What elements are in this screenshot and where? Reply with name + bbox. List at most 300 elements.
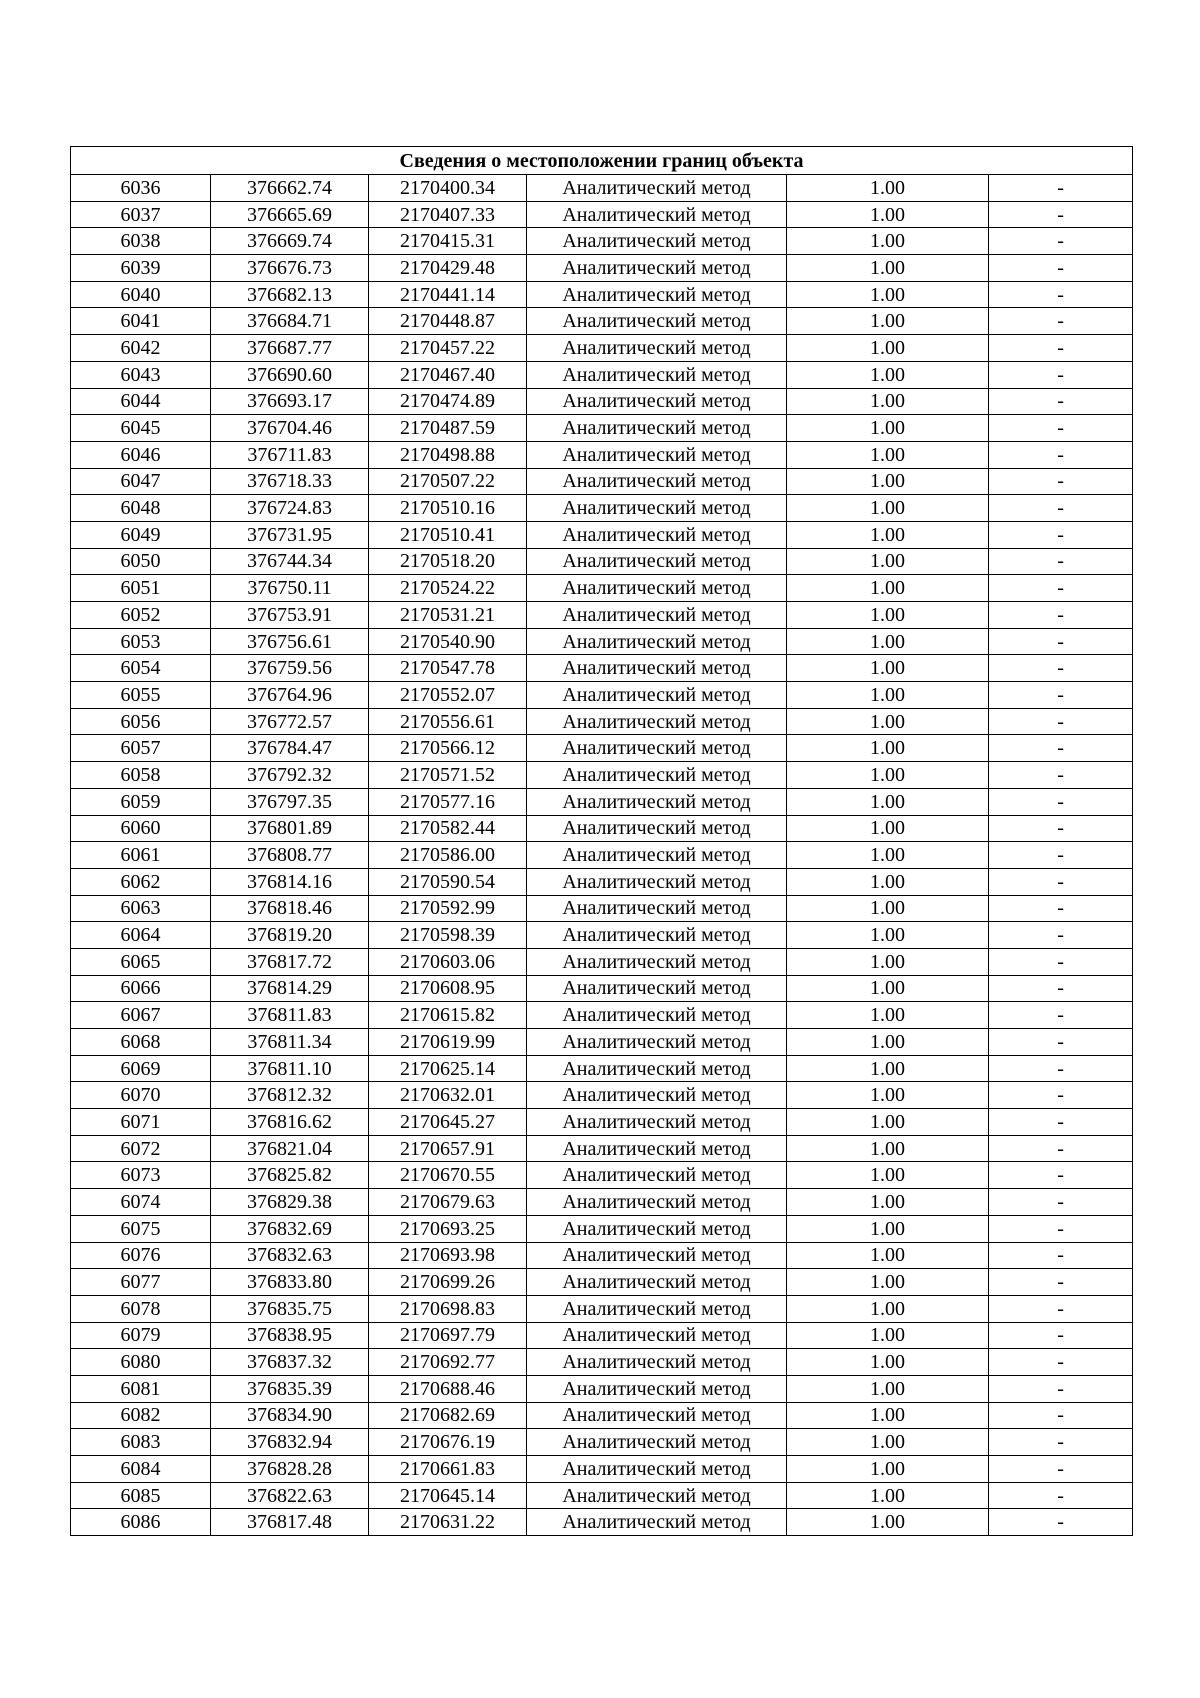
x-coordinate-cell: 376797.35 [211,788,369,815]
point-number-cell: 6072 [71,1135,211,1162]
accuracy-cell: 1.00 [787,1402,989,1429]
method-cell: Аналитический метод [527,575,787,602]
table-row [71,548,1133,575]
y-coordinate-cell: 2170415.31 [369,228,527,255]
y-coordinate-cell: 2170657.91 [369,1135,527,1162]
note-cell: - [989,548,1133,575]
x-coordinate-cell: 376825.82 [211,1162,369,1189]
method-cell: Аналитический метод [527,228,787,255]
method-cell: Аналитический метод [527,335,787,362]
point-number-cell: 6062 [71,868,211,895]
table-row [71,708,1133,735]
note-cell: - [989,1215,1133,1242]
method-cell: Аналитический метод [527,842,787,869]
table-row [71,1295,1133,1322]
point-number-cell: 6048 [71,495,211,522]
table-row [71,682,1133,709]
y-coordinate-cell: 2170590.54 [369,868,527,895]
point-number-cell: 6063 [71,895,211,922]
x-coordinate-cell: 376837.32 [211,1349,369,1376]
accuracy-cell: 1.00 [787,201,989,228]
note-cell: - [989,361,1133,388]
point-number-cell: 6086 [71,1509,211,1536]
point-number-cell: 6058 [71,762,211,789]
method-cell: Аналитический метод [527,815,787,842]
x-coordinate-cell: 376832.94 [211,1429,369,1456]
note-cell: - [989,575,1133,602]
note-cell: - [989,468,1133,495]
point-number-cell: 6079 [71,1322,211,1349]
x-coordinate-cell: 376690.60 [211,361,369,388]
y-coordinate-cell: 2170582.44 [369,815,527,842]
method-cell: Аналитический метод [527,308,787,335]
accuracy-cell: 1.00 [787,175,989,202]
x-coordinate-cell: 376724.83 [211,495,369,522]
boundary-coordinates-table [70,146,1133,1536]
table-row [71,815,1133,842]
note-cell: - [989,1082,1133,1109]
accuracy-cell: 1.00 [787,441,989,468]
method-cell: Аналитический метод [527,255,787,282]
y-coordinate-cell: 2170679.63 [369,1189,527,1216]
point-number-cell: 6069 [71,1055,211,1082]
accuracy-cell: 1.00 [787,1295,989,1322]
y-coordinate-cell: 2170556.61 [369,708,527,735]
point-number-cell: 6051 [71,575,211,602]
table-row [71,1055,1133,1082]
method-cell: Аналитический метод [527,175,787,202]
table-row [71,922,1133,949]
method-cell: Аналитический метод [527,1509,787,1536]
method-cell: Аналитический метод [527,708,787,735]
accuracy-cell: 1.00 [787,948,989,975]
table-row [71,1456,1133,1483]
x-coordinate-cell: 376801.89 [211,815,369,842]
point-number-cell: 6060 [71,815,211,842]
note-cell: - [989,1189,1133,1216]
y-coordinate-cell: 2170487.59 [369,415,527,442]
note-cell: - [989,868,1133,895]
accuracy-cell: 1.00 [787,655,989,682]
method-cell: Аналитический метод [527,895,787,922]
x-coordinate-cell: 376835.75 [211,1295,369,1322]
note-cell: - [989,628,1133,655]
accuracy-cell: 1.00 [787,1162,989,1189]
x-coordinate-cell: 376669.74 [211,228,369,255]
y-coordinate-cell: 2170498.88 [369,441,527,468]
y-coordinate-cell: 2170645.14 [369,1482,527,1509]
point-number-cell: 6041 [71,308,211,335]
accuracy-cell: 1.00 [787,1189,989,1216]
x-coordinate-cell: 376753.91 [211,602,369,629]
y-coordinate-cell: 2170688.46 [369,1375,527,1402]
table-row [71,842,1133,869]
accuracy-cell: 1.00 [787,308,989,335]
table-row [71,388,1133,415]
accuracy-cell: 1.00 [787,468,989,495]
method-cell: Аналитический метод [527,1162,787,1189]
method-cell: Аналитический метод [527,1215,787,1242]
y-coordinate-cell: 2170467.40 [369,361,527,388]
x-coordinate-cell: 376718.33 [211,468,369,495]
table-row [71,1509,1133,1536]
note-cell: - [989,1509,1133,1536]
note-cell: - [989,388,1133,415]
table-row [71,281,1133,308]
table-row [71,628,1133,655]
note-cell: - [989,975,1133,1002]
table-row [71,1429,1133,1456]
table-row [71,948,1133,975]
method-cell: Аналитический метод [527,441,787,468]
x-coordinate-cell: 376731.95 [211,521,369,548]
point-number-cell: 6045 [71,415,211,442]
accuracy-cell: 1.00 [787,548,989,575]
method-cell: Аналитический метод [527,735,787,762]
method-cell: Аналитический метод [527,1109,787,1136]
point-number-cell: 6049 [71,521,211,548]
accuracy-cell: 1.00 [787,1055,989,1082]
accuracy-cell: 1.00 [787,521,989,548]
method-cell: Аналитический метод [527,788,787,815]
y-coordinate-cell: 2170632.01 [369,1082,527,1109]
y-coordinate-cell: 2170682.69 [369,1402,527,1429]
x-coordinate-cell: 376662.74 [211,175,369,202]
point-number-cell: 6078 [71,1295,211,1322]
point-number-cell: 6050 [71,548,211,575]
table-row [71,175,1133,202]
table-row [71,1215,1133,1242]
accuracy-cell: 1.00 [787,868,989,895]
method-cell: Аналитический метод [527,602,787,629]
note-cell: - [989,1295,1133,1322]
accuracy-cell: 1.00 [787,1322,989,1349]
y-coordinate-cell: 2170692.77 [369,1349,527,1376]
point-number-cell: 6085 [71,1482,211,1509]
x-coordinate-cell: 376684.71 [211,308,369,335]
note-cell: - [989,1402,1133,1429]
point-number-cell: 6065 [71,948,211,975]
accuracy-cell: 1.00 [787,1482,989,1509]
method-cell: Аналитический метод [527,1322,787,1349]
x-coordinate-cell: 376811.10 [211,1055,369,1082]
point-number-cell: 6036 [71,175,211,202]
point-number-cell: 6066 [71,975,211,1002]
accuracy-cell: 1.00 [787,1456,989,1483]
table-row [71,1002,1133,1029]
point-number-cell: 6074 [71,1189,211,1216]
x-coordinate-cell: 376711.83 [211,441,369,468]
x-coordinate-cell: 376828.28 [211,1456,369,1483]
method-cell: Аналитический метод [527,361,787,388]
table-title: Сведения о местоположении границ объекта [71,147,1133,175]
note-cell: - [989,1055,1133,1082]
accuracy-cell: 1.00 [787,682,989,709]
accuracy-cell: 1.00 [787,1082,989,1109]
note-cell: - [989,281,1133,308]
table-row [71,1135,1133,1162]
table-row [71,1322,1133,1349]
x-coordinate-cell: 376811.83 [211,1002,369,1029]
method-cell: Аналитический метод [527,628,787,655]
point-number-cell: 6047 [71,468,211,495]
y-coordinate-cell: 2170586.00 [369,842,527,869]
point-number-cell: 6052 [71,602,211,629]
method-cell: Аналитический метод [527,1429,787,1456]
method-cell: Аналитический метод [527,1135,787,1162]
method-cell: Аналитический метод [527,655,787,682]
table-row [71,468,1133,495]
y-coordinate-cell: 2170625.14 [369,1055,527,1082]
x-coordinate-cell: 376756.61 [211,628,369,655]
method-cell: Аналитический метод [527,1349,787,1376]
accuracy-cell: 1.00 [787,228,989,255]
method-cell: Аналитический метод [527,1456,787,1483]
table-row [71,895,1133,922]
accuracy-cell: 1.00 [787,1242,989,1269]
table-row [71,1349,1133,1376]
method-cell: Аналитический метод [527,948,787,975]
y-coordinate-cell: 2170507.22 [369,468,527,495]
y-coordinate-cell: 2170474.89 [369,388,527,415]
note-cell: - [989,842,1133,869]
table-row [71,495,1133,522]
note-cell: - [989,1269,1133,1296]
point-number-cell: 6056 [71,708,211,735]
table-row [71,1375,1133,1402]
note-cell: - [989,922,1133,949]
method-cell: Аналитический метод [527,468,787,495]
method-cell: Аналитический метод [527,521,787,548]
table-row [71,361,1133,388]
table-row [71,788,1133,815]
point-number-cell: 6084 [71,1456,211,1483]
accuracy-cell: 1.00 [787,628,989,655]
point-number-cell: 6075 [71,1215,211,1242]
accuracy-cell: 1.00 [787,815,989,842]
y-coordinate-cell: 2170631.22 [369,1509,527,1536]
point-number-cell: 6039 [71,255,211,282]
point-number-cell: 6043 [71,361,211,388]
point-number-cell: 6076 [71,1242,211,1269]
x-coordinate-cell: 376834.90 [211,1402,369,1429]
method-cell: Аналитический метод [527,495,787,522]
y-coordinate-cell: 2170619.99 [369,1029,527,1056]
x-coordinate-cell: 376687.77 [211,335,369,362]
y-coordinate-cell: 2170577.16 [369,788,527,815]
y-coordinate-cell: 2170676.19 [369,1429,527,1456]
table-row [71,1189,1133,1216]
x-coordinate-cell: 376814.16 [211,868,369,895]
method-cell: Аналитический метод [527,682,787,709]
x-coordinate-cell: 376808.77 [211,842,369,869]
table-row [71,255,1133,282]
x-coordinate-cell: 376764.96 [211,682,369,709]
table-row [71,975,1133,1002]
point-number-cell: 6038 [71,228,211,255]
table-row [71,735,1133,762]
table-row [71,1242,1133,1269]
note-cell: - [989,441,1133,468]
point-number-cell: 6068 [71,1029,211,1056]
x-coordinate-cell: 376833.80 [211,1269,369,1296]
accuracy-cell: 1.00 [787,895,989,922]
table-row [71,762,1133,789]
y-coordinate-cell: 2170400.34 [369,175,527,202]
y-coordinate-cell: 2170407.33 [369,201,527,228]
y-coordinate-cell: 2170457.22 [369,335,527,362]
note-cell: - [989,228,1133,255]
method-cell: Аналитический метод [527,1082,787,1109]
note-cell: - [989,1456,1133,1483]
accuracy-cell: 1.00 [787,842,989,869]
x-coordinate-cell: 376817.72 [211,948,369,975]
method-cell: Аналитический метод [527,1482,787,1509]
x-coordinate-cell: 376792.32 [211,762,369,789]
y-coordinate-cell: 2170524.22 [369,575,527,602]
accuracy-cell: 1.00 [787,762,989,789]
table-title-row [71,147,1133,175]
table-row [71,441,1133,468]
y-coordinate-cell: 2170510.16 [369,495,527,522]
method-cell: Аналитический метод [527,762,787,789]
note-cell: - [989,1002,1133,1029]
table-row [71,415,1133,442]
accuracy-cell: 1.00 [787,1029,989,1056]
note-cell: - [989,1429,1133,1456]
note-cell: - [989,1109,1133,1136]
note-cell: - [989,1375,1133,1402]
method-cell: Аналитический метод [527,548,787,575]
point-number-cell: 6044 [71,388,211,415]
table-row [71,521,1133,548]
x-coordinate-cell: 376812.32 [211,1082,369,1109]
y-coordinate-cell: 2170693.25 [369,1215,527,1242]
accuracy-cell: 1.00 [787,1135,989,1162]
note-cell: - [989,335,1133,362]
note-cell: - [989,1322,1133,1349]
accuracy-cell: 1.00 [787,281,989,308]
method-cell: Аналитический метод [527,1242,787,1269]
table-row [71,228,1133,255]
point-number-cell: 6071 [71,1109,211,1136]
note-cell: - [989,308,1133,335]
accuracy-cell: 1.00 [787,335,989,362]
note-cell: - [989,415,1133,442]
y-coordinate-cell: 2170661.83 [369,1456,527,1483]
method-cell: Аналитический метод [527,1295,787,1322]
x-coordinate-cell: 376814.29 [211,975,369,1002]
x-coordinate-cell: 376818.46 [211,895,369,922]
accuracy-cell: 1.00 [787,602,989,629]
note-cell: - [989,1242,1133,1269]
accuracy-cell: 1.00 [787,1109,989,1136]
y-coordinate-cell: 2170571.52 [369,762,527,789]
y-coordinate-cell: 2170615.82 [369,1002,527,1029]
y-coordinate-cell: 2170645.27 [369,1109,527,1136]
note-cell: - [989,1162,1133,1189]
accuracy-cell: 1.00 [787,1375,989,1402]
table-body [71,175,1133,1536]
y-coordinate-cell: 2170598.39 [369,922,527,949]
x-coordinate-cell: 376772.57 [211,708,369,735]
method-cell: Аналитический метод [527,1402,787,1429]
point-number-cell: 6054 [71,655,211,682]
x-coordinate-cell: 376750.11 [211,575,369,602]
point-number-cell: 6073 [71,1162,211,1189]
y-coordinate-cell: 2170540.90 [369,628,527,655]
point-number-cell: 6061 [71,842,211,869]
note-cell: - [989,682,1133,709]
method-cell: Аналитический метод [527,1269,787,1296]
point-number-cell: 6042 [71,335,211,362]
method-cell: Аналитический метод [527,1029,787,1056]
point-number-cell: 6080 [71,1349,211,1376]
x-coordinate-cell: 376676.73 [211,255,369,282]
accuracy-cell: 1.00 [787,922,989,949]
note-cell: - [989,815,1133,842]
method-cell: Аналитический метод [527,1055,787,1082]
y-coordinate-cell: 2170441.14 [369,281,527,308]
note-cell: - [989,255,1133,282]
x-coordinate-cell: 376821.04 [211,1135,369,1162]
accuracy-cell: 1.00 [787,735,989,762]
x-coordinate-cell: 376682.13 [211,281,369,308]
x-coordinate-cell: 376816.62 [211,1109,369,1136]
note-cell: - [989,948,1133,975]
note-cell: - [989,895,1133,922]
method-cell: Аналитический метод [527,388,787,415]
x-coordinate-cell: 376822.63 [211,1482,369,1509]
table-row [71,868,1133,895]
accuracy-cell: 1.00 [787,708,989,735]
x-coordinate-cell: 376704.46 [211,415,369,442]
table-row [71,1482,1133,1509]
y-coordinate-cell: 2170566.12 [369,735,527,762]
x-coordinate-cell: 376784.47 [211,735,369,762]
y-coordinate-cell: 2170448.87 [369,308,527,335]
table-row [71,201,1133,228]
method-cell: Аналитический метод [527,1002,787,1029]
accuracy-cell: 1.00 [787,1509,989,1536]
x-coordinate-cell: 376811.34 [211,1029,369,1056]
point-number-cell: 6037 [71,201,211,228]
point-number-cell: 6077 [71,1269,211,1296]
note-cell: - [989,788,1133,815]
note-cell: - [989,1349,1133,1376]
accuracy-cell: 1.00 [787,1269,989,1296]
table-row [71,1082,1133,1109]
note-cell: - [989,602,1133,629]
point-number-cell: 6082 [71,1402,211,1429]
table-row [71,1402,1133,1429]
table-row [71,1162,1133,1189]
accuracy-cell: 1.00 [787,415,989,442]
y-coordinate-cell: 2170592.99 [369,895,527,922]
y-coordinate-cell: 2170699.26 [369,1269,527,1296]
x-coordinate-cell: 376832.63 [211,1242,369,1269]
table-row [71,655,1133,682]
x-coordinate-cell: 376819.20 [211,922,369,949]
point-number-cell: 6055 [71,682,211,709]
y-coordinate-cell: 2170693.98 [369,1242,527,1269]
method-cell: Аналитический метод [527,415,787,442]
accuracy-cell: 1.00 [787,975,989,1002]
point-number-cell: 6059 [71,788,211,815]
y-coordinate-cell: 2170429.48 [369,255,527,282]
method-cell: Аналитический метод [527,868,787,895]
note-cell: - [989,735,1133,762]
